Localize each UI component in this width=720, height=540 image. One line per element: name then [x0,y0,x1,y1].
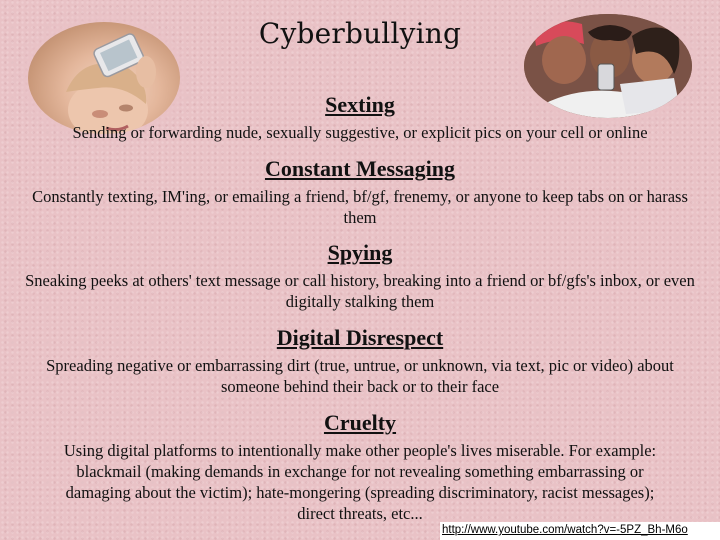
section-cruelty [60,410,660,524]
section-heading: Digital Disrespect [276,325,444,350]
slide-title: Cyberbullying [258,17,462,50]
section-heading: Cruelty [323,410,397,435]
youtube-link[interactable]: http://www.youtube.com/watch?v=-5PZ_Bh-M6o [440,522,720,540]
section-heading: Constant Messaging [264,156,456,181]
section-constant-messaging [20,156,700,228]
section-digital-disrespect [20,325,700,397]
section-sexting [20,92,700,143]
section-body: Using digital platforms to intentionally make other people's lives miserable. For example: blackmail (making demands in exchange for not revealing something embarrassing or damaging about the victim); hate-mongering (spreading discriminatory, racist messages); direct threats, etc... [63,441,657,523]
section-body: Sending or forwarding nude, sexually suggestive, or explicit pics on your cell or online [72,123,648,142]
section-body: Constantly texting, IM'ing, or emailing a friend, bf/gf, frenemy, or anyone to keep tabs on or harass them [32,187,688,227]
section-body: Sneaking peeks at others' text message or call history, breaking into a friend or bf/gfs's inbox, or even digitally stalking them [25,271,695,311]
section-heading: Sexting [325,92,395,117]
section-spying [20,240,700,312]
section-body: Spreading negative or embarrassing dirt (true, untrue, or unknown, via text, pic or video) about someone behind their back or to their face [46,356,674,396]
section-heading: Spying [327,240,393,265]
